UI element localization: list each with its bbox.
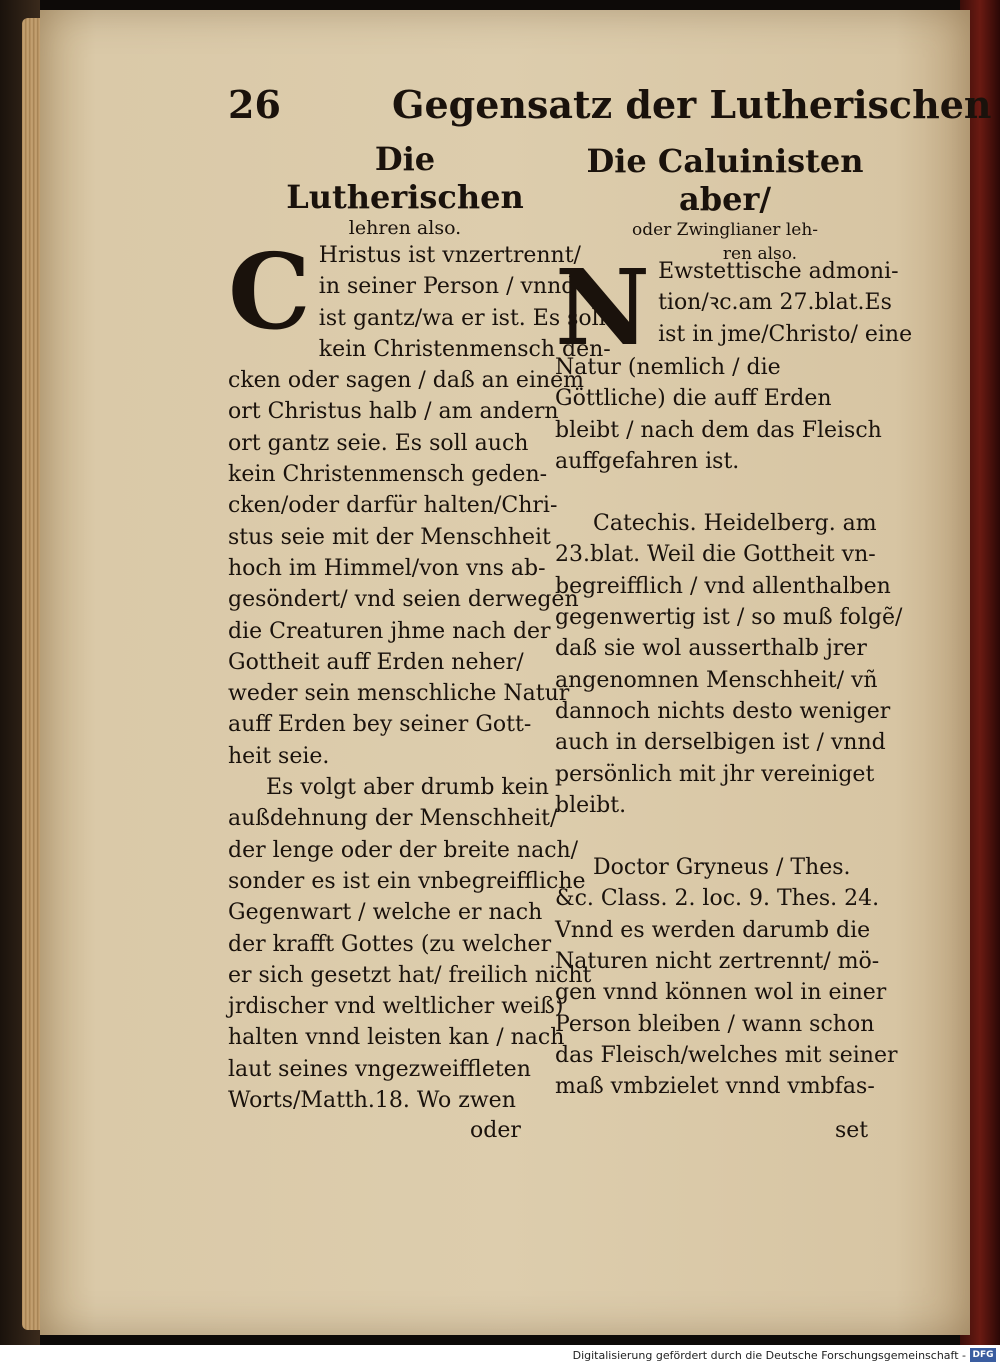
right-para1-line: Ewstettische admoni- — [658, 259, 899, 284]
right-para1-line: Göttliche) die auff Erden — [555, 386, 832, 412]
left-catchword: oder — [470, 1118, 521, 1143]
left-para1-line: weder sein menschliche Natur — [228, 681, 570, 707]
right-para2-line: auch in derselbigen ist / vnnd — [555, 730, 886, 756]
dfg-logo-icon: DFG — [970, 1348, 996, 1362]
left-column-heading — [275, 140, 535, 240]
right-para1-line: bleibt / nach dem das Fleisch — [555, 417, 882, 443]
right-para2-line: gegenwertig ist / so muß folgẽ/ — [555, 605, 903, 631]
right-para3-line: &c. Class. 2. loc. 9. Thes. 24. — [555, 886, 880, 912]
right-para2-line: daß sie wol ausserthalb jrer — [555, 636, 867, 662]
right-para3-line: Naturen nicht zertrennt/ mö- — [555, 949, 880, 975]
right-heading-title: Die Caluinisten aber/ — [586, 142, 864, 218]
left-para1-line: cken oder sagen / daß an einem — [228, 368, 585, 394]
left-para2-line: Gegenwart / welche er nach — [228, 900, 543, 926]
right-para2-line: Catechis. Heidelberg. am — [593, 511, 877, 537]
left-para1-line: ort Christus halb / am andern — [228, 399, 559, 425]
right-para2-line: bleibt. — [555, 792, 627, 818]
right-paragraph-2 — [555, 508, 903, 821]
right-para1-line: tion/ꝛc.am 27.blat.Es — [658, 290, 892, 316]
left-para1-line: Hristus ist vnzertrennt/ — [318, 243, 581, 268]
left-para1-line: gesöndert/ vnd seien derwegen — [228, 587, 579, 613]
left-para2-line: laut seines vngezweiffleten — [228, 1056, 531, 1082]
left-para2-line: der lenge oder der breite nach/ — [228, 837, 579, 863]
right-para2-line: begreifflich / vnd allenthalben — [555, 573, 891, 599]
right-paragraph-3 — [555, 852, 898, 1102]
right-para1-line: Natur (nemlich / die — [555, 355, 781, 380]
right-para3-line: Doctor Gryneus / Thes. — [593, 855, 851, 881]
left-drop-initial: C — [228, 230, 311, 353]
left-para2-line: er sich gesetzt hat/ freilich nicht — [228, 962, 592, 988]
left-para1-line: Gottheit auff Erden neher/ — [228, 649, 524, 675]
left-para2-line: außdehnung der Menschheit/ — [228, 806, 558, 832]
right-para1-line: ist in jme/Christo/ eine — [658, 321, 913, 347]
right-para3-line: Vnnd es werden darumb die — [555, 917, 871, 943]
left-para2-line: Es volgt aber drumb kein — [266, 775, 549, 801]
right-para3-line: das Fleisch/welches mit seiner — [555, 1042, 898, 1068]
right-para2-line: persönlich mit jhr vereiniget — [555, 761, 875, 787]
right-para3-line: maß vmbzielet vnnd vmbfas- — [555, 1074, 875, 1100]
left-para1-line: kein Christenmensch geden- — [228, 462, 548, 488]
left-para2-line: sonder es ist ein vnbegreiffliche — [228, 868, 586, 894]
left-paragraph-1 — [228, 230, 611, 772]
left-para1-line: ist gantz/wa er ist. Es soll — [318, 305, 606, 331]
footer-credit: Digitalisierung gefördert durch die Deutsche Forschungsgemeinschaft - — [572, 1349, 966, 1362]
right-drop-initial: N — [555, 246, 651, 369]
right-para2-line: 23.blat. Weil die Gottheit vn- — [555, 542, 876, 568]
left-heading-title: Die Lutherischen — [286, 140, 524, 216]
left-para1-line: hoch im Himmel/von vns ab- — [228, 555, 546, 581]
right-para2-line: dannoch nichts desto weniger — [555, 698, 891, 724]
right-para2-line: angenomnen Menschheit/ vñ — [555, 667, 878, 693]
page-number: 26 — [228, 82, 281, 127]
left-para2-line: halten vnnd leisten kan / nach — [228, 1025, 565, 1051]
running-head: Gegensatz der Lutherischen — [392, 82, 992, 127]
right-catchword: set — [835, 1118, 869, 1143]
right-para3-line: Person bleiben / wann schon — [555, 1011, 875, 1037]
left-para1-line: cken/oder darfür halten/Chri- — [228, 493, 558, 519]
right-para3-line: gen vnnd können wol in einer — [555, 980, 887, 1006]
left-para2-line: Worts/Matth.18. Wo zwen — [228, 1088, 516, 1114]
left-para2-line: jrdischer vnd weltlicher weiß) — [228, 994, 564, 1020]
left-para1-line: kein Christenmensch den- — [318, 336, 611, 362]
left-para1-line: ort gantz seie. Es soll auch — [228, 430, 529, 456]
left-para2-line: der krafft Gottes (zu welcher — [228, 931, 552, 957]
right-para1-line: auffgefahren ist. — [555, 448, 740, 474]
left-para1-line: in seiner Person / vnnd — [318, 274, 576, 300]
right-heading-subtitle-1: oder Zwinglianer leh- — [631, 220, 819, 240]
left-para1-line: auff Erden bey seiner Gott- — [228, 712, 532, 738]
left-heading-subtitle: lehren also. — [348, 217, 462, 239]
left-para1-line: stus seie mit der Menschheit — [228, 524, 551, 550]
left-para1-line: die Creaturen jhme nach der — [228, 618, 551, 644]
left-para1-line: heit seie. — [228, 743, 330, 769]
right-heading-subtitle-2: ren also. — [722, 244, 798, 264]
